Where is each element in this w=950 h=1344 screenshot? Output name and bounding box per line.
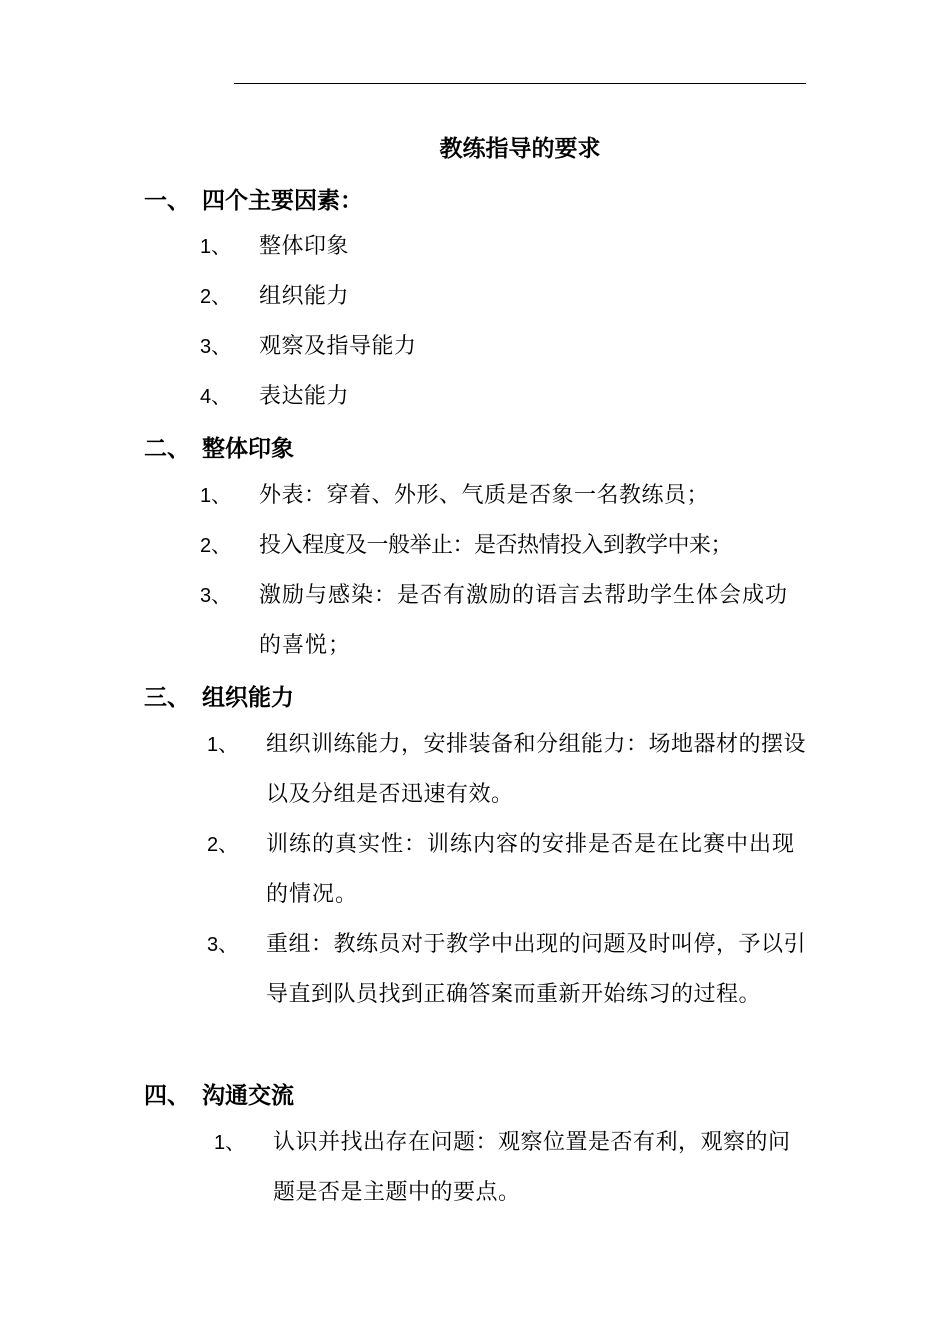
item-text: 激励与感染：是否有激励的语言去帮助学生体会成功的喜悦； — [259, 583, 789, 658]
list-item — [200, 521, 810, 571]
header-rule — [234, 83, 806, 84]
section-title: 组织能力 — [202, 685, 294, 711]
list-item — [200, 372, 810, 422]
item-number: 1、 — [200, 236, 232, 258]
item-text: 观察及指导能力 — [259, 334, 417, 359]
section-title: 四个主要因素： — [202, 188, 363, 214]
section-title: 沟通交流 — [202, 1083, 294, 1109]
document-title: 教练指导的要求 — [439, 136, 601, 162]
section-heading — [144, 184, 363, 218]
list-item — [207, 920, 810, 1070]
item-text: 认识并找出存在问题：观察位置是否有利，观察的问题是否是主题中的要点。 — [273, 1130, 791, 1205]
item-text: 组织能力 — [259, 284, 350, 309]
list-item — [200, 272, 810, 322]
item-number: 3、 — [207, 934, 239, 956]
item-number: 4、 — [200, 386, 232, 408]
section-heading — [144, 1079, 294, 1113]
item-text: 整体印象 — [259, 234, 350, 259]
item-number: 2、 — [200, 535, 232, 557]
list-item — [200, 322, 810, 372]
item-text: 训练的真实性：训练内容的安排是否是在比赛中出现的情况。 — [266, 832, 796, 907]
item-text: 组织训练能力，安排装备和分组能力：场地器材的摆设以及分组是否迅速有效。 — [266, 732, 807, 807]
section-title: 整体印象 — [202, 436, 294, 462]
item-number: 3、 — [200, 585, 232, 607]
item-text: 表达能力 — [259, 384, 350, 409]
section-number: 一、 — [144, 188, 190, 214]
item-text: 外表：穿着、外形、气质是否象一名教练员； — [259, 483, 710, 508]
list-item — [200, 222, 810, 272]
item-text: 投入程度及一般举止：是否热情投入到教学中来； — [259, 533, 733, 558]
item-number: 2、 — [200, 286, 232, 308]
section-heading — [144, 432, 294, 466]
list-item — [214, 1118, 810, 1218]
item-text: 重组：教练员对于教学中出现的问题及时叫停，予以引导直到队员找到正确答案而重新开始练习的过程。 — [266, 932, 807, 1007]
item-number: 3、 — [200, 336, 232, 358]
section-number: 三、 — [144, 685, 190, 711]
item-number: 2、 — [207, 834, 239, 856]
list-item — [200, 571, 810, 671]
list-item — [207, 720, 810, 820]
list-item — [200, 471, 810, 521]
section-number: 二、 — [144, 436, 190, 462]
list-item — [207, 820, 810, 920]
item-number: 1、 — [200, 485, 232, 507]
item-number: 1、 — [207, 734, 239, 756]
item-number: 1、 — [214, 1132, 246, 1154]
section-number: 四、 — [144, 1083, 190, 1109]
section-heading — [144, 681, 294, 715]
